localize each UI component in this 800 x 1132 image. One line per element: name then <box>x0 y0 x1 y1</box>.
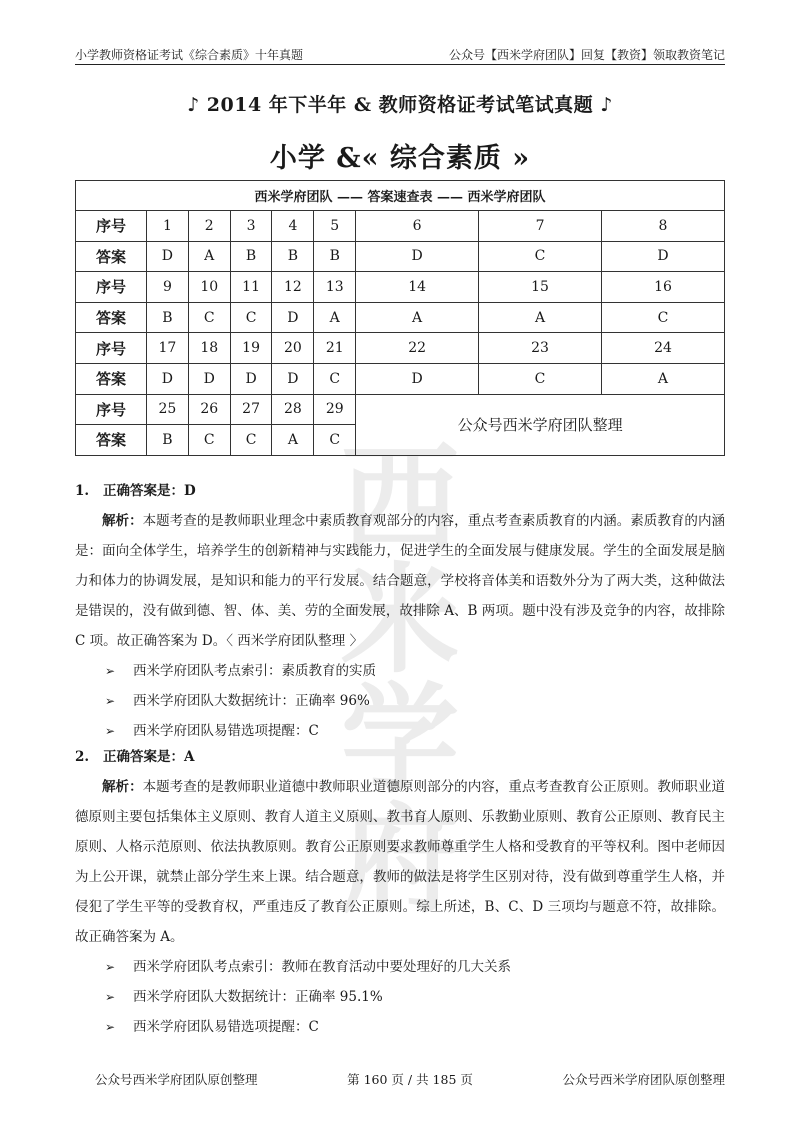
bullet-text: 西米学府团队考点索引：素质教育的实质 <box>133 663 376 679</box>
question-number-cell: 9 <box>147 272 189 303</box>
answer-cell: A <box>479 302 602 333</box>
number-row <box>76 394 725 425</box>
question-number-cell: 2 <box>188 211 230 242</box>
question-number-cell: 13 <box>314 272 356 303</box>
page-number: 第 160 页 / 共 185 页 <box>347 1072 473 1087</box>
bullet-item <box>75 656 725 686</box>
answer-cell: D <box>230 363 272 394</box>
answer-cell: A <box>314 302 356 333</box>
table-caption: 西米学府团队 —— 答案速查表 —— 西米学府团队 <box>76 181 725 211</box>
question-number-cell: 19 <box>230 333 272 364</box>
question-number-cell: 26 <box>188 394 230 425</box>
answer-cell: D <box>272 302 314 333</box>
answer-cell: A <box>601 363 724 394</box>
answer-cell: D <box>272 363 314 394</box>
answer-cell: A <box>272 425 314 456</box>
answer-cell: C <box>230 425 272 456</box>
question-number-cell: 10 <box>188 272 230 303</box>
page-footer <box>95 1070 725 1088</box>
header-left-text: 小学教师资格证考试《综合素质》十年真题 <box>75 47 304 62</box>
row-label-number: 序号 <box>76 272 147 303</box>
table-caption-row <box>76 181 725 211</box>
question-heading <box>75 476 725 506</box>
row-label-answer: 答案 <box>76 241 147 272</box>
answer-cell: C <box>314 425 356 456</box>
arrow-bullet-icon: ➢ <box>105 724 116 738</box>
bullet-item <box>75 1012 725 1042</box>
question-1-block <box>75 476 725 746</box>
question-heading <box>75 742 725 772</box>
answer-cell: C <box>314 363 356 394</box>
answer-cell: C <box>479 241 602 272</box>
answer-table <box>75 180 725 456</box>
question-number-cell: 27 <box>230 394 272 425</box>
question-number-cell: 29 <box>314 394 356 425</box>
question-number-cell: 18 <box>188 333 230 364</box>
arrow-bullet-icon: ➢ <box>105 960 116 974</box>
question-number-cell: 3 <box>230 211 272 242</box>
question-number-cell: 6 <box>356 211 479 242</box>
bullet-item <box>75 982 725 1012</box>
answer-cell: A <box>356 302 479 333</box>
number-row <box>76 272 725 303</box>
row-label-number: 序号 <box>76 333 147 364</box>
analysis-label: 解析： <box>102 779 143 795</box>
answer-cell: D <box>188 363 230 394</box>
exam-title: ♪ 2014 年下半年 & 教师资格证考试笔试真题 ♪ <box>187 94 613 116</box>
answer-cell: D <box>147 241 189 272</box>
analysis-text: 本题考查的是教师职业理念中素质教育观部分的内容，重点考查素质教育的内涵。素质教育的内涵是：面向全体学生，培养学生的创新精神与实践能力，促进学生的全面发展与健康发展。学生的全面发展是脑力和体力的协调发展，是知识和能力的平行发展。结合题意，学校将音体美和语数外分为了两大类，这种做法是错误的，没有做到德、智、体、美、劳的全面发展，故排除 A、B 两项。题中没有涉及竞争的内容，故排除 C 项。故正确答案为 D。〈 西米学府团队整理 〉 <box>75 513 726 649</box>
question-number-cell: 4 <box>272 211 314 242</box>
arrow-bullet-icon: ➢ <box>105 694 116 708</box>
answer-cell: D <box>147 363 189 394</box>
analysis-paragraph <box>75 506 725 656</box>
question-number-cell: 24 <box>601 333 724 364</box>
table-note: 公众号西米学府团队整理 <box>356 394 725 455</box>
answer-cell: C <box>188 302 230 333</box>
question-answer: 正确答案是：D <box>103 483 196 499</box>
question-number-cell: 12 <box>272 272 314 303</box>
question-number-cell: 23 <box>479 333 602 364</box>
bullet-text: 西米学府团队大数据统计：正确率 96% <box>133 693 370 709</box>
answer-cell: C <box>230 302 272 333</box>
question-number: 1. <box>75 483 90 499</box>
answer-cell: B <box>230 241 272 272</box>
answer-cell: B <box>314 241 356 272</box>
row-label-answer: 答案 <box>76 425 147 456</box>
answer-cell: C <box>188 425 230 456</box>
analysis-paragraph <box>75 772 725 952</box>
answer-cell: D <box>356 363 479 394</box>
question-number-cell: 5 <box>314 211 356 242</box>
page-header <box>75 44 725 65</box>
question-number-cell: 11 <box>230 272 272 303</box>
bullet-text: 西米学府团队大数据统计：正确率 95.1% <box>133 989 383 1005</box>
answer-row <box>76 302 725 333</box>
arrow-bullet-icon: ➢ <box>105 664 116 678</box>
analysis-text: 本题考查的是教师职业道德中教师职业道德原则部分的内容，重点考查教育公正原则。教师职业道德原则主要包括集体主义原则、教育人道主义原则、教书育人原则、乐教勤业原则、教育公正原则、教育民主原则、人格示范原则、依法执教原则。教育公正原则要求教师尊重学生人格和受教育的平等权利。图中老师因为上公开课，就禁止部分学生来上课。结合题意，教师的做法是将学生区别对待，没有做到尊重学生人格，并侵犯了学生平等的受教育权，严重违反了教育公正原则。综上所述，B、C、D 三项均与题意不符，故排除。故正确答案为 A。 <box>75 779 726 945</box>
question-number-cell: 21 <box>314 333 356 364</box>
row-label-number: 序号 <box>76 211 147 242</box>
question-2-block <box>75 742 725 1042</box>
question-number-cell: 1 <box>147 211 189 242</box>
answer-cell: B <box>147 425 189 456</box>
row-label-answer: 答案 <box>76 363 147 394</box>
answer-cell: A <box>188 241 230 272</box>
question-number-cell: 7 <box>479 211 602 242</box>
row-label-answer: 答案 <box>76 302 147 333</box>
answer-cell: B <box>272 241 314 272</box>
question-number-cell: 8 <box>601 211 724 242</box>
question-number-cell: 16 <box>601 272 724 303</box>
answer-row <box>76 363 725 394</box>
answer-cell: D <box>356 241 479 272</box>
number-row <box>76 333 725 364</box>
arrow-bullet-icon: ➢ <box>105 1020 116 1034</box>
question-answer: 正确答案是：A <box>103 749 195 765</box>
answer-cell: C <box>601 302 724 333</box>
bullet-item <box>75 952 725 982</box>
question-number-cell: 17 <box>147 333 189 364</box>
bullet-text: 西米学府团队易错选项提醒：C <box>133 723 319 739</box>
watermark-logo: 西米学府 <box>340 431 459 929</box>
footer-left-text: 公众号西米学府团队原创整理 <box>95 1072 258 1087</box>
question-number-cell: 28 <box>272 394 314 425</box>
number-row <box>76 211 725 242</box>
footer-right-text: 公众号西米学府团队原创整理 <box>562 1072 725 1087</box>
subject-title: 小学 &« 综合素质 » <box>269 143 531 174</box>
answer-row <box>76 241 725 272</box>
question-number-cell: 14 <box>356 272 479 303</box>
bullet-text: 西米学府团队易错选项提醒：C <box>133 1019 319 1035</box>
question-number-cell: 25 <box>147 394 189 425</box>
answer-cell: D <box>601 241 724 272</box>
arrow-bullet-icon: ➢ <box>105 990 116 1004</box>
bullet-text: 西米学府团队考点索引：教师在教育活动中要处理好的几大关系 <box>133 959 511 975</box>
row-label-number: 序号 <box>76 394 147 425</box>
question-number-cell: 20 <box>272 333 314 364</box>
answer-cell: C <box>479 363 602 394</box>
question-number: 2. <box>75 749 90 765</box>
bullet-item <box>75 686 725 716</box>
question-number-cell: 22 <box>356 333 479 364</box>
question-number-cell: 15 <box>479 272 602 303</box>
header-right-text: 公众号【西米学府团队】回复【教资】领取教资笔记 <box>448 47 725 62</box>
analysis-label: 解析： <box>102 513 143 529</box>
answer-cell: B <box>147 302 189 333</box>
